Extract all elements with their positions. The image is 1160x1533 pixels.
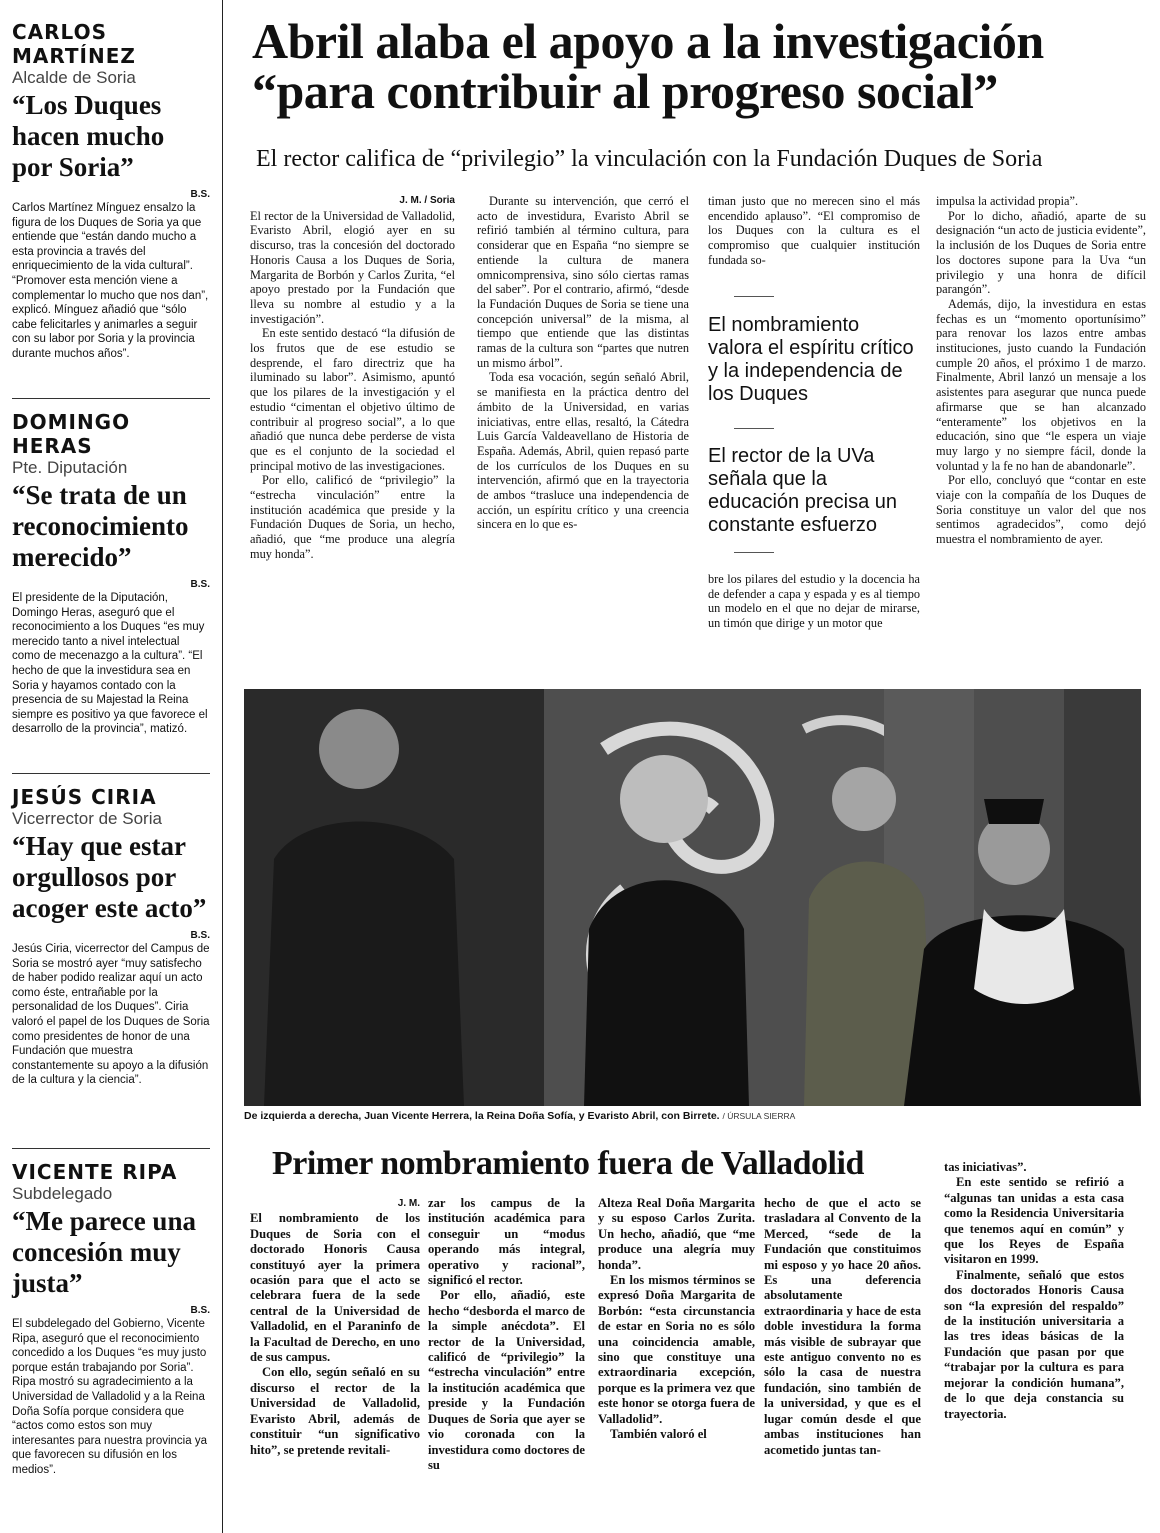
paragraph: impulsa la actividad propia”. bbox=[936, 194, 1079, 208]
pull-quote-rule bbox=[734, 296, 774, 297]
paragraph: Durante su intervención, que cerró el acto de investidura, Evaristo Abril se refirió también al término cultura, para considerar que en España “no siempre se entiende la cultura de manera omnicomprensiva, sino sólo ciertas ramas del saber”. Por el contrario, afirmó, “desde la Fundación Duques de Soria se tiene una concepción universal” de la misma, al tiempo que entiende que las distintas ramas de la cultura son “partes que nutren un mismo árbol”. bbox=[477, 194, 689, 370]
opinion-name: JESÚS CIRIA bbox=[12, 785, 157, 809]
article-column-3-bottom bbox=[708, 572, 920, 631]
paragraph: En este sentido se refirió a “algunas tan unidas a esta casa como la Residencia Universitaria que tenemos aquí en común” y que los Reyes de España visitaron en 1999. bbox=[944, 1175, 1124, 1267]
opinion-role: Alcalde de Soria bbox=[12, 68, 136, 87]
article2-column-2 bbox=[428, 1196, 585, 1473]
headline-line-2: “para contribuir al progreso social” bbox=[252, 63, 998, 119]
paragraph: tas iniciativas”. bbox=[944, 1160, 1027, 1174]
article-column-3-top bbox=[708, 194, 920, 268]
opinion-name: VICENTE RIPA bbox=[12, 1160, 178, 1184]
opinion-quote: “Los Duques hacen mucho por Soria” bbox=[12, 90, 165, 182]
sidebar-divider bbox=[12, 773, 210, 774]
paragraph: Además, dijo, la investidura en estas fechas es un “momento oportunísimo” para renovar los lazos entre ambas instituciones, justo cuando la Fundación cumple 20 años, el próximo 1 de marzo. Finalmente, Abril lanzó un mensaje a los asistentes para asegurar que nunca puede afirmarse que se han alcanzado “enteramente” los objetivos en la educación, sino que “le espera un viaje muy largo y no siempre fácil, donde la voluntad y la fe no han de abandonarle”. bbox=[936, 296, 1146, 473]
opinion-body: Carlos Martínez Mínguez ensalzo la figura de los Duques de Soria ya que entiende que “están dando mucho a esta provincia a través del enriquecimiento de la vida cultural”. “Promover esta mención viene a complementar lo mucho que nos dan”, explicó. Mínguez añadió que “sólo cabe felicitarles y animarles a seguir con su labor por Soria y la provincia durante muchos años”. bbox=[12, 202, 209, 360]
opinion-signature: B.S. bbox=[190, 1305, 210, 1316]
opinion-signature: B.S. bbox=[190, 189, 210, 200]
opinion-signature: B.S. bbox=[190, 930, 210, 941]
sidebar-opinions bbox=[0, 0, 215, 1533]
article-column-1 bbox=[250, 194, 455, 562]
article2-column-5 bbox=[944, 1160, 1124, 1422]
paragraph: En los mismos términos se expresó Doña Margarita de Borbón: “esta circunstancia de estar en Soria no es sólo una coincidencia amable, sino que constituye una extraordinaria excepción, porque es la primera vez que este honor se otorga fuera de Valladolid”. bbox=[598, 1273, 755, 1426]
paragraph: El nombramiento de los Duques de Soria con el doctorado Honoris Causa constituyó ayer la primera ocasión para que el acto se celebrara fuera de la sede central de la Universidad de Valladolid, en el Paraninfo de la Facultad de Derecho, en uno de sus campus. bbox=[250, 1211, 420, 1365]
article2-column-4 bbox=[764, 1196, 921, 1458]
paragraph: El rector de la Universidad de Valladolid, Evaristo Abril, elogió ayer en su discurso, tras la concesión del doctorado Honoris Causa a los Duques de Soria, Margarita de Borbón y Carlos Zurita, “el apoyo prestado por la Fundación que lleva su nombre al estudio y a la investigación”. bbox=[250, 208, 455, 326]
paragraph: Con ello, según señaló en su discurso el rector de la Universidad de Valladolid, Evaristo Abril, además de constituir “un significativo hito”, se pretende revitali- bbox=[250, 1365, 420, 1457]
paragraph: zar los campus de la institución académica para conseguir un “modus operando más integral, operativo y racional”, significó el rector. bbox=[428, 1196, 585, 1288]
sidebar-divider bbox=[12, 398, 210, 399]
news-photo bbox=[244, 689, 1141, 1106]
paragraph: También valoró el bbox=[610, 1427, 707, 1442]
paragraph: Finalmente, señaló que estos dos doctorados Honoris Causa son “la expresión del respaldo” de la institución universitaria a las tres ideas básicas de la Fundación que pasan por que “trabajar por la cultura es para mejorar la condición humana”, de lo que deja constancia su trayectoria. bbox=[944, 1267, 1124, 1421]
pull-quote-2: El rector de la UVa señala que la educación precisa un constante esfuerzo bbox=[708, 445, 898, 536]
photo-caption bbox=[244, 1110, 1141, 1122]
photo-credit: / ÚRSULA SIERRA bbox=[722, 1111, 796, 1121]
opinion-body: Jesús Ciria, vicerrector del Campus de Soria se mostró ayer “muy satisfecho de haber podido realizar aquí un acto como éste, entrañable por la personalidad de los Duques”. Ciria valoró el papel de los Duques de Soria como presidentes de honor de una Fundación que muestra constantemente su apoyo a la difusión de la cultura y la ciencia”. bbox=[12, 943, 210, 1087]
subheadline: El rector califica de “privilegio” la vinculación con la Fundación Duques de Soria bbox=[256, 146, 1043, 172]
page-title bbox=[252, 13, 1152, 119]
secondary-headline: Primer nombramiento fuera de Valladolid bbox=[272, 1145, 864, 1182]
paragraph: timan justo que no merecen sino el más encendido aplauso”. “El compromiso de los Duques con la cultura es el compromiso que cualquier institución fundada so- bbox=[708, 194, 920, 267]
opinion-body: El presidente de la Diputación, Domingo Heras, aseguró que el reconocimiento a los Duques “es muy merecido tanto a nivel intelectual como de mecenazgo a la cultura”. “El hecho de que la investidura sea en Soria y hayamos contado con la presencia de su Majestad la Reina siempre es positivo ya que favorece el desarrollo de la provincia”, matizó. bbox=[12, 592, 208, 736]
article-column-4 bbox=[936, 194, 1146, 547]
article2-column-3 bbox=[598, 1196, 755, 1443]
article-column-2 bbox=[477, 194, 689, 532]
paragraph: bre los pilares del estudio y la docencia ha de defender a capa y espada y es al tiempo un modelo en el que no dejar de mirarse, un timón que dirige y un motor que bbox=[708, 572, 920, 631]
paragraph: Por ello, calificó de “privilegio” la “estrecha vinculación” entre la institución académica que preside y la Fundación Duques de Soria, un hecho, añadió, que “me produce una alegría muy honda”. bbox=[250, 473, 455, 561]
opinion-vicente-ripa bbox=[12, 1160, 210, 1478]
opinion-role: Subdelegado bbox=[12, 1184, 113, 1203]
opinion-carlos-martinez bbox=[12, 20, 210, 362]
opinion-signature: B.S. bbox=[190, 579, 210, 590]
opinion-quote: “Se trata de un reconocimiento merecido” bbox=[12, 480, 189, 572]
headline-line-1: Abril alaba el apoyo a la investigación bbox=[252, 13, 1044, 69]
opinion-jesus-ciria bbox=[12, 785, 210, 1088]
byline: J. M. / Soria bbox=[399, 195, 455, 206]
opinion-domingo-heras bbox=[12, 410, 210, 737]
sidebar-divider bbox=[12, 1148, 210, 1149]
opinion-role: Vicerrector de Soria bbox=[12, 809, 162, 828]
article2-column-1 bbox=[250, 1196, 420, 1458]
opinion-name: CARLOS MARTÍNEZ bbox=[12, 20, 136, 68]
paragraph: Por lo dicho, añadió, aparte de su designación “un acto de justicia evidente”, la inclusión de los Duques de Soria entre los doctores supone para la Uva “un privilegio y una honra de difícil parangón”. bbox=[936, 208, 1146, 297]
caption-text: De izquierda a derecha, Juan Vicente Herrera, la Reina Doña Sofía, y Evaristo Abril, con Birrete. bbox=[244, 1110, 720, 1122]
opinion-quote: “Me parece una concesión muy justa” bbox=[12, 1206, 196, 1298]
column-divider bbox=[222, 0, 223, 1533]
pull-quote-rule bbox=[734, 552, 774, 553]
paragraph: Por ello, concluyó que “contar en este viaje con la compañía de los Duques de Soria constituye un valor del que nos sentimos agradecidos”, como dejó muestra el nombramiento de ayer. bbox=[936, 473, 1146, 547]
opinion-quote: “Hay que estar orgullosos por acoger este acto” bbox=[12, 831, 207, 923]
paragraph: Toda esa vocación, según señaló Abril, se manifiesta en la práctica dentro del ámbito de la Universidad, en varias iniciativas, entre ellas, resaltó, la Cátedra Luis García Valdeavellano de Historia de España. Además, Abril, quien repasó parte de los currículos de los Duques en su intervención, afirmó que en la trayectoria de ambos “trasluce una independencia de acción, un espíritu crítico y una creencia sincera en lo que es- bbox=[477, 370, 689, 532]
pull-quote-rule bbox=[734, 428, 774, 429]
byline: J. M. bbox=[397, 1198, 420, 1209]
opinion-name: DOMINGO HERAS bbox=[12, 410, 131, 458]
opinion-body: El subdelegado del Gobierno, Vicente Ripa, aseguró que el reconocimiento concedido a los Duques “es muy justo porque están trabajando por Soria”. Ripa mostró su agradecimiento a la Universidad de Valladolid y a la Reina Doña Sofía porque considera que “actos como estos son muy interesantes para nuestra provincia ya que favorecen su difusión en los medios”. bbox=[12, 1318, 207, 1476]
paragraph: Por ello, añadió, este hecho “desborda el marco de la simple anécdota”. El rector de la Universidad, calificó de “privilegio” la “estrecha vinculación” entre la institución académica que preside y la Fundación Duques de Soria que ayer se vio coronada con la investidura como doctores de su bbox=[428, 1288, 585, 1472]
paragraph: hecho de que el acto se trasladara al Convento de la Merced, “sede de la Fundación que constituimos mi esposo y yo hace 20 años. Es una deferencia absolutamente extraordinaria y hace de esta doble investidura la forma más visible de subrayar que este antiguo convento no es sólo la casa de nuestra fundación, sino también de la universidad, y que es el lugar común desde el que ambas instituciones han acometido juntas tan- bbox=[764, 1196, 921, 1457]
pull-quote-1: El nombramiento valora el espíritu crítico y la independencia de los Duques bbox=[708, 314, 914, 405]
opinion-role: Pte. Diputación bbox=[12, 458, 128, 477]
paragraph: En este sentido destacó “la difusión de los frutos que de ese estudio se desprende, el faro directriz que ha iluminado su labor”. Asimismo, apuntó que los pilares de la investigación y el estudio “cimentan el objetivo último de contribuir al progreso social”, a lo que añadió que nunca debe perderse de vista que es el conjunto de la sociedad el principal motivo de las investigaciones. bbox=[250, 326, 455, 473]
paragraph: Alteza Real Doña Margarita y su esposo Carlos Zurita. Un hecho, añadió, que “me produce una alegría muy honda”. bbox=[598, 1196, 755, 1272]
news-photo-illustration bbox=[244, 689, 1141, 1106]
